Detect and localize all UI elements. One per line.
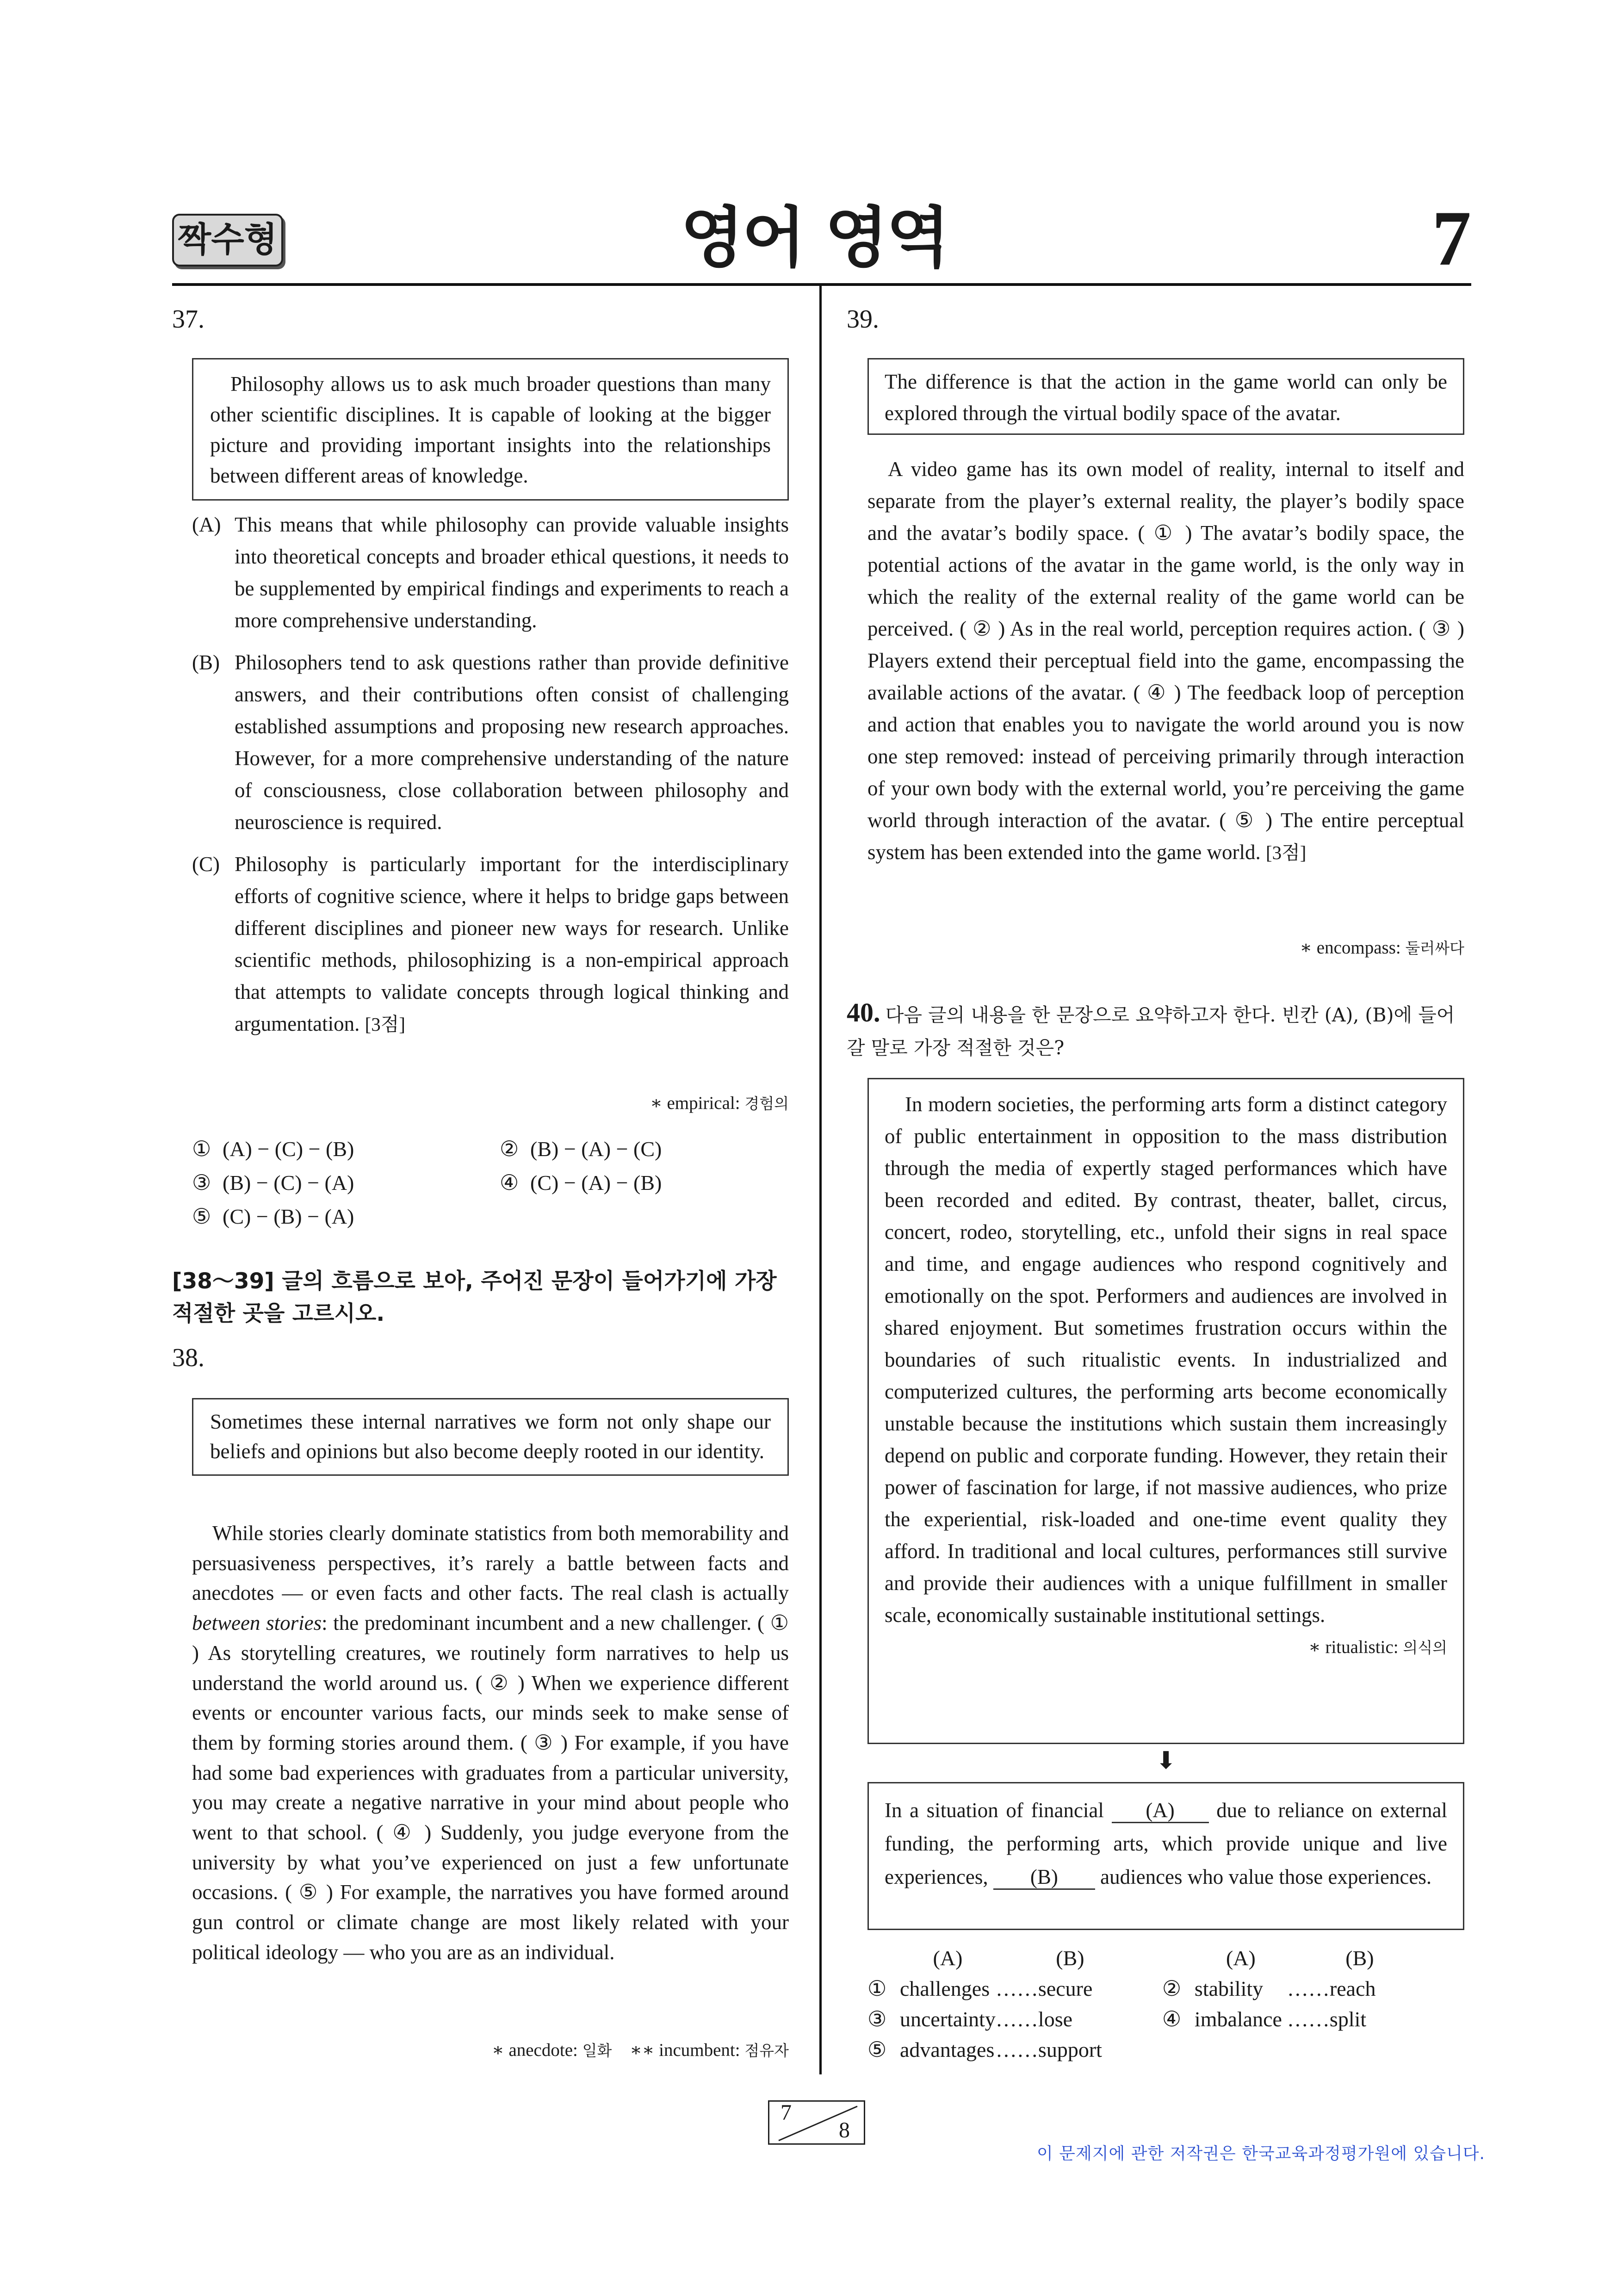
- points-tag: [3점]: [365, 1014, 406, 1035]
- option-number: ①: [192, 1137, 211, 1161]
- question-37-footnote: ∗ empirical: 경험의: [650, 1093, 789, 1113]
- question-38-given-text: Sometimes these internal narratives we form not only shape our beliefs and opinions but also become deeply rooted in our identity.: [210, 1410, 771, 1463]
- exam-type-badge: 짝수형: [172, 214, 283, 266]
- options-header-row: [867, 1943, 1390, 1974]
- dots: ……: [995, 2038, 1038, 2061]
- question-38-passage: [192, 1518, 789, 1968]
- section-title: 영어 영역: [680, 200, 948, 276]
- column-header-b: (B): [1345, 1946, 1374, 1970]
- answer-option-1[interactable]: [192, 1135, 354, 1163]
- paragraph-c: [192, 848, 789, 1040]
- passage-text: In modern societies, the performing arts form a distinct category of public entertainment in opposition to the mass distribution through the media of expertly staged performances which have been recorded and edited. By contrast, theater, ballet, circus, concert, rodeo, storytelling, etc., unfold their signs in real space and time, and engage audiences who respond cognitively and emotionally on the spot. Performers and audiences are involved in shared enjoyment. But sometimes frustration occurs within the boundaries of such ritualistic events. In industrialized and computerized cultures, the performing arts become economically unstable because the institutions which sustain them increasingly depend on public and corporate funding. However, they retain their power of fascination for large, if not massive audiences, who prize the experiential, risk-loaded and one-time event quality they afford. In traditional and local cultures, performances still survive and provide their audiences with a unique fulfillment in smaller scale, economically sustainable institutional settings.: [885, 1093, 1447, 1627]
- page-number: 7: [1432, 195, 1471, 282]
- question-37-given-text: Philosophy allows us to ask much broader questions than many other scientific disciplines. It is capable of looking at the bigger picture and providing important insights into the relationships between different areas of knowledge.: [210, 372, 771, 487]
- paragraph-label: (B): [192, 651, 220, 674]
- footnote-meaning: 둘러싸다: [1405, 939, 1464, 957]
- question-40-header: [847, 996, 1467, 1064]
- option-text: (C) − (B) − (A): [223, 1205, 354, 1228]
- blank-a: (A): [1112, 1799, 1209, 1823]
- answer-option-2[interactable]: ②: [1162, 1977, 1182, 2000]
- options-row: [867, 2035, 1390, 2065]
- answer-option-3[interactable]: ③: [867, 2007, 887, 2031]
- page-current: 7: [781, 2100, 792, 2125]
- answer-option-4[interactable]: [500, 1169, 662, 1197]
- column-header-b: (B): [1056, 1946, 1084, 1970]
- option-a-word: imbalance: [1194, 2007, 1282, 2031]
- dots: ……: [1287, 2007, 1330, 2031]
- footnote-term: incumbent:: [659, 2040, 740, 2060]
- question-40-options: [867, 1943, 1469, 2065]
- question-37-paragraphs: [192, 509, 789, 1051]
- column-header-a: (A): [1226, 1946, 1256, 1970]
- answer-option-4[interactable]: ④: [1162, 2007, 1182, 2031]
- down-arrow-icon: ⬇: [1156, 1747, 1176, 1775]
- question-37-number: 37.: [172, 305, 204, 334]
- answer-option-5[interactable]: [192, 1203, 354, 1231]
- dots: ……: [1287, 1977, 1330, 2000]
- option-b-word: split: [1329, 2007, 1367, 2031]
- answer-option-5[interactable]: ⑤: [867, 2038, 887, 2061]
- paragraph-a: [192, 509, 789, 637]
- option-a-word: stability: [1194, 1977, 1264, 2000]
- footnote-meaning: 경험의: [744, 1095, 789, 1113]
- dots: ……: [995, 2007, 1038, 2031]
- question-37-given-box: [192, 358, 789, 501]
- question-40-prompt: 다음 글의 내용을 한 문장으로 요약하고자 한다. 빈칸 (A), (B)에 들어갈 말로 가장 적절한 것은?: [847, 1004, 1455, 1059]
- option-number: ②: [500, 1137, 519, 1161]
- copyright-notice: 이 문제지에 관한 저작권은 한국교육과정평가원에 있습니다.: [1036, 2144, 1485, 2163]
- option-a-word: uncertainty: [900, 2007, 996, 2031]
- column-divider: [819, 286, 822, 2074]
- option-b-word: support: [1038, 2038, 1102, 2061]
- question-39-given-box: [867, 358, 1464, 435]
- question-39-number: 39.: [847, 305, 879, 334]
- option-b-word: secure: [1038, 1977, 1093, 2000]
- answer-option-2[interactable]: [500, 1135, 662, 1163]
- option-text: (C) − (A) − (B): [530, 1171, 662, 1194]
- question-39-passage: [867, 453, 1464, 869]
- question-38-number: 38.: [172, 1343, 204, 1372]
- paragraph-text: Philosophers tend to ask questions rather than provide definitive answers, and their contributions often consist of challenging established assumptions and proposing new research approaches. However, for a more comprehensive understanding of the nature of consciousness, close collaboration between philosophy and neuroscience is required.: [235, 651, 789, 834]
- footnote-meaning: 점유자: [744, 2042, 789, 2060]
- instruction-text: 글의 흐름으로 보아, 주어진 문장이 들어가기에 가장 적절한 곳을 고르시오.: [172, 1269, 777, 1326]
- instruction-range: [38～39]: [172, 1269, 274, 1294]
- option-number: ④: [500, 1171, 519, 1194]
- option-b-word: reach: [1329, 1977, 1376, 2000]
- answer-option-1[interactable]: ①: [867, 1977, 887, 2000]
- question-38-given-box: [192, 1398, 789, 1476]
- instruction-38-39: [172, 1265, 790, 1330]
- answer-option-3[interactable]: [192, 1169, 354, 1197]
- page-total: 8: [839, 2118, 850, 2142]
- option-number: ③: [192, 1171, 211, 1194]
- question-40-passage-box: [867, 1078, 1464, 1744]
- footnote-term: anecdote:: [508, 2040, 578, 2060]
- option-b-word: lose: [1038, 2007, 1073, 2031]
- footnote-term: ritualistic:: [1325, 1637, 1399, 1657]
- paragraph-label: (C): [192, 853, 220, 876]
- option-number: ⑤: [192, 1205, 211, 1228]
- passage-text: While stories clearly dominate statistics from both memorability and persuasiveness perspectives, it’s rarely a battle between facts and anecdotes — or even facts and other facts. The real clash is actually between stories: the predominant incumbent and a new challenger. ( ① ) As storytelling creatures, we routinely form narratives to help us understand the world around us. ( ② ) When we experience different events or encounter various facts, our minds seek to make sense of them by forming stories around them. ( ③ ) For example, if you have had some bad experiences with graduates from a particular university, you may create a negative narrative in your mind about people who went to that school. ( ④ ) Suddenly, you judge everyone from the university by what you’ve experienced on just a few unfortunate occasions. ( ⑤ ) For example, the narratives you have formed around gun control or climate change are most likely related with your political ideology — who you are as an individual.: [192, 1522, 789, 1964]
- question-39-given-text: The difference is that the action in the game world can only be explored through the virtual bodily space of the avatar.: [885, 370, 1447, 425]
- question-40-footnote: ∗ ritualistic: 의식의: [1308, 1637, 1447, 1657]
- option-text: (A) − (C) − (B): [223, 1137, 354, 1161]
- question-38-footnote: ∗ anecdote: 일화 ∗∗ incumbent: 점유자: [492, 2040, 789, 2060]
- question-40-summary-box: In a situation of financial (A) due to reliance on external funding, the performing arts, which provide unique and live experiences, (B) audiences who value those experiences.: [867, 1782, 1464, 1930]
- footnote-term: encompass:: [1316, 938, 1401, 958]
- points-tag: [3점]: [1266, 842, 1307, 863]
- option-text: (B) − (C) − (A): [223, 1171, 354, 1194]
- question-39-footnote: ∗ encompass: 둘러싸다: [1300, 938, 1464, 958]
- option-text: (B) − (A) − (C): [530, 1137, 662, 1161]
- question-40-number: 40.: [847, 997, 880, 1027]
- paragraph-text: This means that while philosophy can provide valuable insights into theoretical concepts and broader ethical questions, it needs to be supplemented by empirical findings and experiments to reach a more comprehensive understanding.: [235, 513, 789, 632]
- footnote-meaning: 의식의: [1403, 1639, 1447, 1657]
- option-a-word: challenges: [900, 1977, 990, 2000]
- column-header-a: (A): [933, 1946, 963, 1970]
- blank-b: (B): [993, 1865, 1095, 1890]
- dots: ……: [995, 1977, 1038, 2000]
- passage-text: A video game has its own model of reality, internal to itself and separate from the player’s external reality, the player’s bodily space and the avatar’s bodily space. ( ① ) The avatar’s bodily space, the potential actions of the avatar in the game world, is the only way in which the reality of the external reality of the game world can be perceived. ( ② ) As in the real world, perception requires action. ( ③ ) Players extend their perceptual field into the game, encompassing the available actions of the avatar. ( ④ ) The feedback loop of perception and action that enables you to navigate the world around you is now one step removed: instead of perceiving primarily through interaction of your own body with the external world, you’re perceiving the game world through interaction of the avatar. ( ⑤ ) The entire perceptual system has been extended into the game world. [3점]: [867, 458, 1464, 864]
- paragraph-text: Philosophy is particularly important for the interdisciplinary efforts of cognitive science, where it helps to bridge gaps between different disciplines and pioneer new ways for research. Unlike scientific methods, philosophizing is a non-empirical approach that attempts to validate concepts through logical thinking and argumentation.: [235, 853, 789, 1035]
- options-row: [867, 2004, 1390, 2035]
- options-row: [867, 1974, 1390, 2004]
- paragraph-label: (A): [192, 513, 221, 536]
- page-indicator: [768, 2100, 865, 2145]
- option-a-word: advantages: [900, 2038, 995, 2061]
- footnote-meaning: 일화: [582, 2042, 612, 2060]
- paragraph-b: [192, 647, 789, 838]
- header-rule: [172, 283, 1471, 286]
- footnote-term: empirical:: [667, 1093, 740, 1113]
